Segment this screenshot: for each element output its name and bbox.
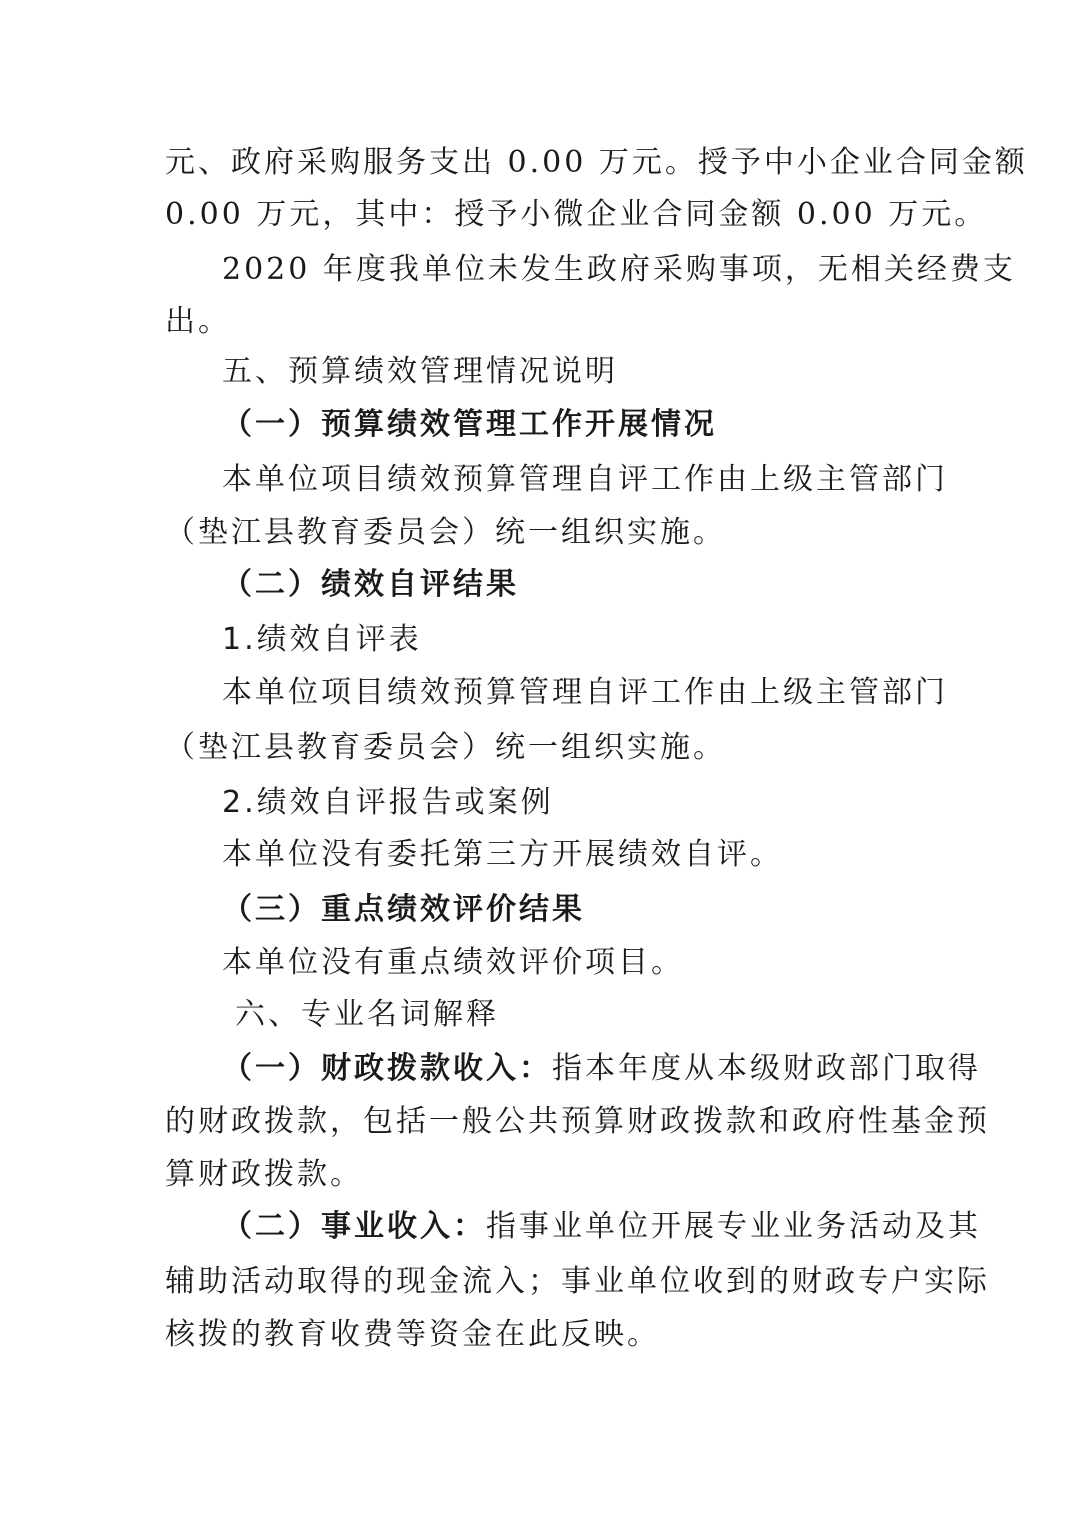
paragraph-line: 元、政府采购服务支出 0.00 万元。授予中小企业合同金额: [165, 145, 1028, 180]
subsection-heading: （二）绩效自评结果: [222, 567, 519, 602]
definition-line: [222, 1049, 981, 1089]
paragraph-line: 本单位项目绩效预算管理自评工作由上级主管部门: [222, 675, 948, 710]
definition-text: 指本年度从本级财政部门取得: [552, 1051, 981, 1086]
item-heading: 2.绩效自评报告或案例: [222, 785, 554, 820]
paragraph-line: 本单位没有委托第三方开展绩效自评。: [222, 837, 783, 872]
paragraph-line: 出。: [165, 304, 231, 339]
section-heading: 五、预算绩效管理情况说明: [222, 354, 618, 389]
section-heading: 六、专业名词解释: [235, 997, 499, 1032]
paragraph-line: （垫江县教育委员会）统一组织实施。: [165, 515, 726, 550]
definition-line: [222, 1207, 981, 1247]
paragraph-line: （垫江县教育委员会）统一组织实施。: [165, 730, 726, 765]
subsection-heading: （三）重点绩效评价结果: [222, 892, 585, 927]
paragraph-line: 0.00 万元，其中：授予小微企业合同金额 0.00 万元。: [165, 197, 988, 232]
definition-term: （二）事业收入：: [222, 1209, 486, 1244]
definition-text: 指事业单位开展专业业务活动及其: [486, 1209, 981, 1244]
paragraph-line: 的财政拨款，包括一般公共预算财政拨款和政府性基金预: [165, 1104, 990, 1139]
definition-term: （一）财政拨款收入：: [222, 1051, 552, 1086]
paragraph-line: 辅助活动取得的现金流入；事业单位收到的财政专户实际: [165, 1264, 990, 1299]
paragraph-line: 本单位没有重点绩效评价项目。: [222, 945, 684, 980]
paragraph-line: 算财政拨款。: [165, 1157, 363, 1192]
paragraph-line: 核拨的教育收费等资金在此反映。: [165, 1317, 660, 1352]
item-heading: 1.绩效自评表: [222, 622, 422, 657]
subsection-heading: （一）预算绩效管理工作开展情况: [222, 407, 717, 442]
paragraph-line: 2020 年度我单位未发生政府采购事项，无相关经费支: [222, 252, 1016, 287]
paragraph-line: 本单位项目绩效预算管理自评工作由上级主管部门: [222, 462, 948, 497]
